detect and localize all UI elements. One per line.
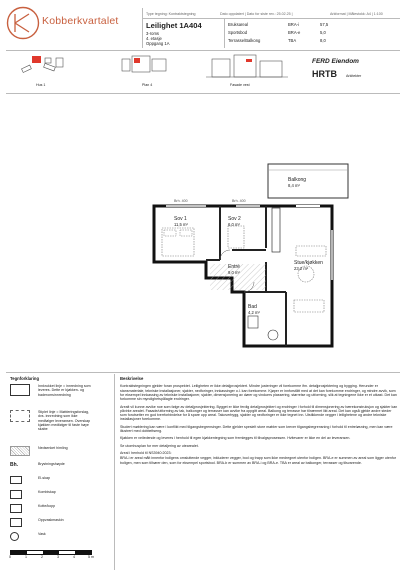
description-paragraph: BRA-i er areal målt innenfor boligens omsluttende vegger, inkluderer vegger, bod og trapp som ikke medregnet utenfor boligen. BRA-e er summen av areal som ligger utenfor boligen, men som tilhører den, som for eksempel sportsbod. BRA-b er summen av BRA-i og BRA-e. TBA er areal av balkonger, terrasser og tilsvarende. <box>120 456 397 465</box>
description-paragraph: Kjøkken er veiledende og leveres i henhold til egen kjøkkentegning som fremlegges til tilvalgsprosessen. Hvitevarer er ikke en del av leveransen. <box>120 436 351 441</box>
dashed-outline-swatch-icon <box>10 410 30 422</box>
room-area-balkong: 8,4 m² <box>288 183 300 188</box>
dishwasher-icon <box>10 518 22 527</box>
scale-bar: 0 1 2 3 4 5 m <box>10 550 100 566</box>
legend-item: Kombiskap <box>10 490 94 500</box>
room-label-sov2: Sov 2 <box>228 216 241 222</box>
hatch-swatch-icon <box>10 446 30 456</box>
area-row: Sportsbod BRA-e 5,0 <box>228 30 326 35</box>
room-area-sov2: 6,0 m² <box>228 222 240 227</box>
legend-item: Kotte/kopp <box>10 504 94 514</box>
keyplan-house-label: Hus 1 <box>36 83 46 87</box>
hrtb-logo: HRTB <box>312 69 337 79</box>
brand-logo <box>6 6 136 44</box>
keyplan-house <box>14 53 74 87</box>
cooktop-icon <box>10 504 22 513</box>
area-table <box>228 22 398 46</box>
keyplan-facade-label: Fasade vest <box>230 83 250 87</box>
legend-item: Nedsenket himling <box>10 446 94 456</box>
balcony-outline <box>268 164 348 198</box>
brh-label-1: Brh. 400 <box>174 199 188 203</box>
legend-item: Vask <box>10 532 94 542</box>
description-paragraph: Areal i henhold til NS3940:2023: <box>120 451 172 455</box>
area-row: Bruksareal BRA-i 57,5 <box>228 22 329 27</box>
description-paragraph: Kontraktstegningen gjelder foran prospektet. Leiligheten er ikke detaljprosjektert. Mindre justeringer vil forekomme ifm. detaljprosjektering og bygging. Herunder er stansmateriale, tekniske installasjoner, sjakter, nedforinger, innkassinger o.l. kan forekomme. Kjøper er innforstått med at det kan forekomme endringer, og mindre avvik, som for eksempel innkassing av tekniske installasjoner, sjakter, dimensjonering av dører og vinduers plassering, størrelse og utforming, slik at tegningene ikke er et utkast. Det kan forkomme sin myndighetspålagte endringer. <box>120 384 397 402</box>
copper-ring-logo-icon <box>6 6 40 40</box>
brh-label-2: Brh. 400 <box>232 199 246 203</box>
combi-cabinet-icon <box>10 490 22 499</box>
room-label-entre: Entré <box>228 264 240 270</box>
description-title: Beskrivelse <box>120 376 144 381</box>
description-paragraph: Studert møblering kan være i konflikt med tilgangsbegrensinger. Dette gjelder spesielt store møbler som krever tilgangsbegrensning i forhold til entreløsning, men kan være illustrert med dobbeltseng. <box>120 424 393 434</box>
area-row: Terrasse/Balkong TBA 8,0 <box>228 38 326 43</box>
room-label-sov1: Sov 1 <box>174 216 187 222</box>
room-area-sov1: 11,5 m² <box>174 222 188 227</box>
legend-item: El-skap <box>10 476 94 486</box>
apartment-floor: 4. etasje <box>146 36 162 41</box>
legend-title: Tegnforklaring <box>10 376 40 381</box>
room-area-bad: 4,2 m² <box>248 310 260 315</box>
apartment-stairwell: Oppgang 1A <box>146 41 170 46</box>
floor-keyplan-icon <box>120 53 170 79</box>
apartment-title: Leilighet 1A404 <box>146 21 202 30</box>
description-paragraph: Arealt vil kunne avvike noe som følge av detaljprosjektering. Bygget er ikke ferdig detaljprosjektert og endringer i forhold til dimensjonering av bærekonstruksjon og sjakter kan påvirke arealet. Fasade/utforming av tak, balkonger og terrasser kan avvike fra oppgitt areal. Balkong og terrasse har tilnærmet likt areal. Det kan også gjelde andre steder som forutsetter en god tverrforbindelse for å spare opp areal. Takoverbygg, sjakter og nedforinger er ikke tegnet inn. Utstikkende vegger i leilighetene og andre tekniske installasjoner forekomme. <box>120 404 398 422</box>
legend-item: Innkrukket linje = innredning som leveres. Dette er kjøkken- og baderomsinnredning <box>10 384 94 406</box>
bh-symbol: Bh. <box>10 462 19 468</box>
facade-keyplan-icon <box>204 53 290 79</box>
room-label-bad: Bad <box>248 304 257 310</box>
legend-item: Stiplet linje = Møbleringsforslag, dvs. innredning som ikke medfølger leveransen. Overskap kjøkken medfølger til faste høye skabe <box>10 410 94 438</box>
keyplan-floor-label: Plan 4 <box>142 83 153 87</box>
description-paragraph: Se utomhusplan for mer detaljering av utearealet. <box>120 443 199 448</box>
hrtb-logo-sub: Arkitekter <box>346 74 362 78</box>
brand-name: Kobberkvartalet <box>42 15 119 27</box>
keyplan-facade <box>204 53 294 87</box>
site-keyplan-icon <box>14 53 74 81</box>
legend-item: Bh. Brystningshøyde <box>10 462 94 472</box>
room-area-stue: 23,2 m² <box>294 266 309 271</box>
keyplan-floor <box>120 53 180 87</box>
drawing-type: Type tegning: Kontraktstegning <box>146 12 196 16</box>
ferd-logo: FERD Eiendom <box>312 58 359 65</box>
apartment-rooms: 3-roms <box>146 31 160 36</box>
solid-outline-swatch-icon <box>10 384 30 396</box>
sheet-scale: Arkformat | Målestokk: A4 | 1:100 <box>330 12 383 16</box>
legend-item: Oppvaskmaskin <box>10 518 94 528</box>
room-area-entre: 9,0 m² <box>228 270 240 275</box>
revision-date: Dato oppdatert | Dato for siste rev.: 25.02.25 | <box>220 12 293 16</box>
electrical-cabinet-icon <box>10 476 22 484</box>
room-label-balkong: Balkong <box>288 177 307 183</box>
washer-icon <box>10 532 19 541</box>
description <box>120 376 398 468</box>
floor-plan <box>136 150 356 350</box>
room-label-stue: Stue/kjøkken <box>294 260 323 266</box>
